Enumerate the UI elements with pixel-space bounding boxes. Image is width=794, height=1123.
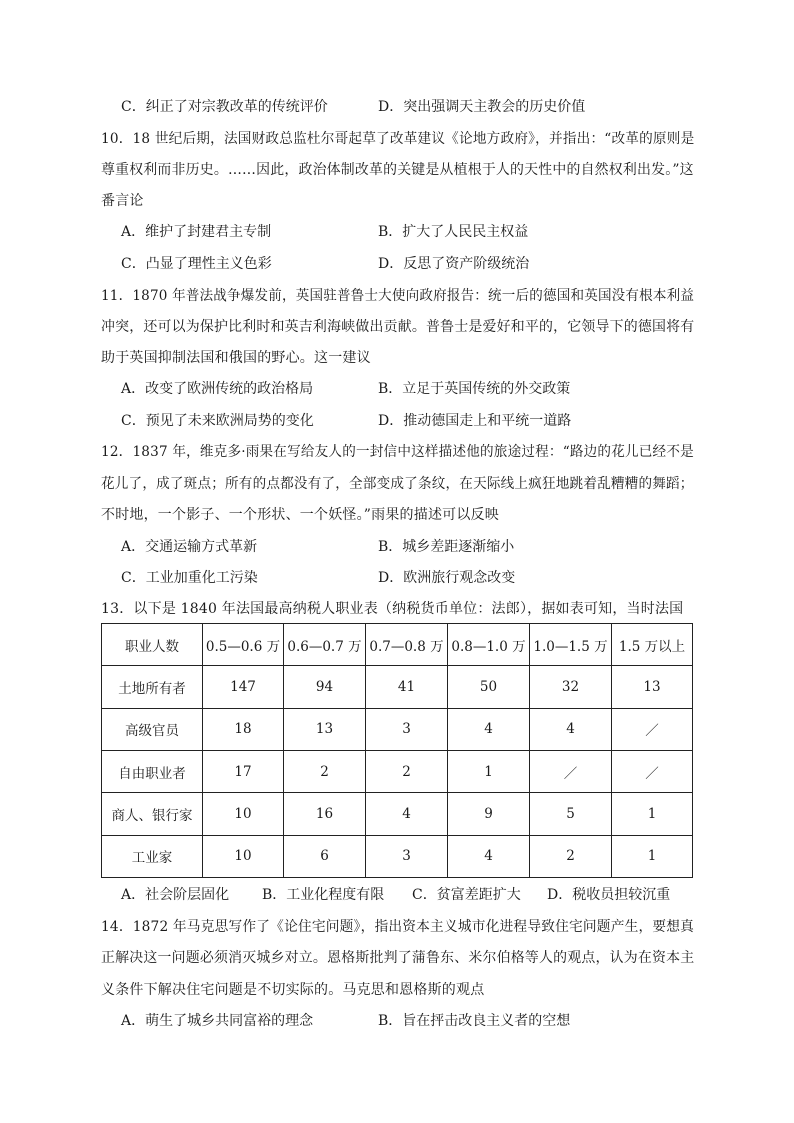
table-cell: 147 xyxy=(203,666,284,708)
table-cell: 3 xyxy=(366,708,448,750)
q12-stem-line-3: 不时地，一个影子、一个形状、一个妖怪。”雨果的描述可以反映 xyxy=(101,507,499,523)
q11-stem-line-1: 11．1870 年普法战争爆发前，英国驻普鲁士大使向政府报告：统一后的德国和英国没有根本利益 xyxy=(101,288,695,304)
table-cell: 4 xyxy=(366,793,448,835)
q12-option-d: D．欧洲旅行观念改变 xyxy=(378,570,516,586)
table-header-row xyxy=(102,624,693,666)
table-cell: 32 xyxy=(530,666,612,708)
table-cell: 13 xyxy=(284,708,366,750)
table-cell: 2 xyxy=(530,835,612,877)
table-cell: 3 xyxy=(366,835,448,877)
q10-option-a: A．维护了封建君主专制 xyxy=(121,224,272,240)
table-header-cell: 0.8—1.0 万 xyxy=(448,624,530,666)
table-header-cell: 0.7—0.8 万 xyxy=(366,624,448,666)
table-cell: 10 xyxy=(203,835,284,877)
table-cell: 16 xyxy=(284,793,366,835)
table-cell: 94 xyxy=(284,666,366,708)
q11-stem-line-3: 助于英国抑制法国和俄国的野心。这一建议 xyxy=(101,350,371,366)
q10-stem-line-2: 尊重权利而非历史。……因此，政治体制改革的关键是从植根于人的天性中的自然权利出发。”这 xyxy=(101,162,694,178)
taxpayer-occupation-table xyxy=(101,623,693,878)
q12-stem-line-1: 12．1837 年，维克多·雨果在写给友人的一封信中这样描述他的旅途过程：“路边的花儿已经不是 xyxy=(101,444,694,460)
table-header-cell: 1.0—1.5 万 xyxy=(530,624,612,666)
q14-stem-line-1: 14．1872 年马克思写作了《论住宅问题》，指出资本主义城市化进程导致住宅问题产生，要想真 xyxy=(101,919,695,935)
q14-option-b: B．旨在抨击改良主义者的空想 xyxy=(378,1013,571,1029)
q13-stem: 13．以下是 1840 年法国最高纳税人职业表（纳税货币单位：法郎），据如表可知，当时法国 xyxy=(101,601,684,617)
table-cell: 自由职业者 xyxy=(102,750,203,792)
q9-option-c: C．纠正了对宗教改革的传统评价 xyxy=(121,99,328,115)
q11-option-c: C．预见了未来欧洲局势的变化 xyxy=(121,413,314,429)
table-cell: 4 xyxy=(530,708,612,750)
table-cell: 5 xyxy=(530,793,612,835)
q11-option-d: D．推动德国走上和平统一道路 xyxy=(378,413,572,429)
table-cell: 土地所有者 xyxy=(102,666,203,708)
table-cell: 1 xyxy=(612,835,693,877)
q12-stem-line-2: 花儿了，成了斑点；所有的点都没有了，全部变成了条纹，在天际线上疯狂地跳着乱糟糟的舞蹈； xyxy=(101,476,694,492)
table-row xyxy=(102,666,693,708)
table-cell: 4 xyxy=(448,708,530,750)
q9-option-d: D．突出强调天主教会的历史价值 xyxy=(378,99,586,115)
table-cell: 18 xyxy=(203,708,284,750)
table-cell: 17 xyxy=(203,750,284,792)
table-cell: 13 xyxy=(612,666,693,708)
table-cell: 商人、银行家 xyxy=(102,793,203,835)
q14-stem-line-2: 正解决这一问题必须消灭城乡对立。恩格斯批判了蒲鲁东、米尔伯格等人的观点，认为在资本主 xyxy=(101,950,695,966)
table-header-cell: 职业人数 xyxy=(102,624,203,666)
q12-option-c: C．工业加重化工污染 xyxy=(121,570,258,586)
table-cell: 9 xyxy=(448,793,530,835)
table-cell: 2 xyxy=(366,750,448,792)
table-cell: 6 xyxy=(284,835,366,877)
table-row xyxy=(102,793,693,835)
table-row xyxy=(102,750,693,792)
table-cell: 1 xyxy=(612,793,693,835)
table-cell: ／ xyxy=(612,708,693,750)
table-cell: 4 xyxy=(448,835,530,877)
q10-stem-line-3: 番言论 xyxy=(101,193,144,209)
q13-option-c: C．贫富差距扩大 xyxy=(412,887,521,903)
q12-option-b: B．城乡差距逐渐缩小 xyxy=(378,539,515,555)
table-cell: 2 xyxy=(284,750,366,792)
q10-option-b: B．扩大了人民民主权益 xyxy=(378,224,529,240)
q10-option-d: D．反思了资产阶级统治 xyxy=(378,256,530,272)
q11-option-a: A．改变了欧洲传统的政治格局 xyxy=(121,381,314,397)
table-row xyxy=(102,835,693,877)
table-cell: 高级官员 xyxy=(102,708,203,750)
q12-option-a: A．交通运输方式革新 xyxy=(121,539,258,555)
table-cell: ／ xyxy=(612,750,693,792)
table-header-cell: 1.5 万以上 xyxy=(612,624,693,666)
table-cell: 1 xyxy=(448,750,530,792)
q10-stem-line-1: 10．18 世纪后期，法国财政总监杜尔哥起草了改革建议《论地方政府》，并指出：“改革的原则是 xyxy=(101,131,695,147)
table-cell: 工业家 xyxy=(102,835,203,877)
table-row xyxy=(102,708,693,750)
q13-option-d: D．税收员担较沉重 xyxy=(547,887,671,903)
table-cell: ／ xyxy=(530,750,612,792)
q11-stem-line-2: 冲突，还可以为保护比利时和英吉利海峡做出贡献。普鲁士是爱好和平的，它领导下的德国将有 xyxy=(101,319,695,335)
q11-option-b: B．立足于英国传统的外交政策 xyxy=(378,381,571,397)
table-header-cell: 0.5—0.6 万 xyxy=(203,624,284,666)
q10-option-c: C．凸显了理性主义色彩 xyxy=(121,256,272,272)
q13-option-b: B．工业化程度有限 xyxy=(262,887,385,903)
q14-stem-line-3: 义条件下解决住宅问题是不切实际的。马克思和恩格斯的观点 xyxy=(101,982,485,998)
table-cell: 50 xyxy=(448,666,530,708)
table-cell: 10 xyxy=(203,793,284,835)
q14-option-a: A．萌生了城乡共同富裕的理念 xyxy=(121,1013,314,1029)
table-cell: 41 xyxy=(366,666,448,708)
q13-option-a: A．社会阶层固化 xyxy=(121,887,230,903)
table-header-cell: 0.6—0.7 万 xyxy=(284,624,366,666)
